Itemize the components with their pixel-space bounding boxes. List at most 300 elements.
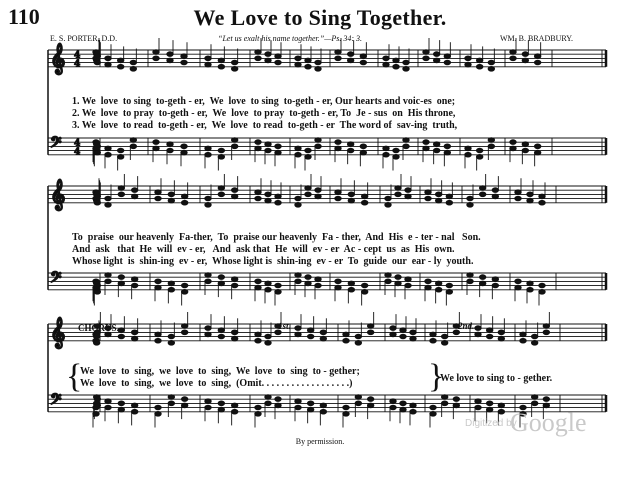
note-head bbox=[168, 281, 174, 286]
note-head bbox=[205, 56, 211, 61]
note-head bbox=[105, 146, 111, 151]
note-head bbox=[453, 403, 459, 408]
time-signature-top: 4 bbox=[74, 139, 81, 149]
note-head bbox=[255, 140, 261, 145]
note-head bbox=[403, 144, 409, 149]
note-head bbox=[105, 273, 111, 278]
note-head bbox=[410, 330, 416, 335]
note-head bbox=[118, 407, 124, 412]
note-head bbox=[168, 401, 174, 406]
note-head bbox=[305, 186, 311, 191]
scripture-reference: “Let us exalt his name together.”—Ps. 34: 3. bbox=[218, 34, 362, 43]
note-head bbox=[515, 196, 521, 201]
note-head bbox=[383, 152, 389, 157]
note-head bbox=[155, 405, 161, 410]
note-head bbox=[218, 148, 224, 153]
note-head bbox=[231, 194, 237, 199]
note-head bbox=[446, 283, 452, 288]
note-head bbox=[467, 196, 473, 201]
note-head bbox=[539, 200, 545, 205]
note-head bbox=[348, 281, 354, 286]
note-head bbox=[305, 58, 311, 63]
note-head bbox=[93, 341, 99, 346]
note-head bbox=[476, 148, 482, 153]
note-head bbox=[520, 332, 526, 337]
note-head bbox=[361, 194, 367, 199]
note-head bbox=[265, 395, 271, 400]
note-head bbox=[117, 155, 123, 160]
note-head bbox=[405, 277, 411, 282]
note-head bbox=[181, 403, 187, 408]
note-head bbox=[383, 62, 389, 67]
note-head bbox=[315, 194, 321, 199]
note-head bbox=[305, 64, 311, 69]
note-head bbox=[498, 409, 504, 414]
note-head bbox=[255, 56, 261, 61]
note-head bbox=[444, 150, 450, 155]
note-head bbox=[465, 62, 471, 67]
note-head bbox=[475, 399, 481, 404]
note-head bbox=[479, 186, 485, 191]
note-head bbox=[295, 62, 301, 67]
note-head bbox=[155, 196, 161, 201]
note-head bbox=[425, 279, 431, 284]
note-head bbox=[476, 155, 482, 160]
note-head bbox=[390, 326, 396, 331]
note-head bbox=[347, 52, 353, 57]
note-head bbox=[295, 146, 301, 151]
note-head bbox=[543, 403, 549, 408]
note-head bbox=[527, 192, 533, 197]
note-head bbox=[543, 397, 549, 402]
note-head bbox=[94, 150, 100, 155]
note-head bbox=[265, 148, 271, 153]
note-head bbox=[118, 281, 124, 286]
note-head bbox=[218, 275, 224, 280]
chorus-lyric-line-1: We love to sing, we love to sing, We love to sing to - gether; bbox=[80, 366, 360, 377]
note-head bbox=[534, 60, 540, 65]
note-head bbox=[465, 152, 471, 157]
note-head bbox=[335, 279, 341, 284]
note-head bbox=[205, 326, 211, 331]
note-head bbox=[486, 334, 492, 339]
note-head bbox=[433, 58, 439, 63]
note-head bbox=[181, 324, 187, 329]
note-head bbox=[367, 397, 373, 402]
note-head bbox=[131, 194, 137, 199]
note-head bbox=[295, 332, 301, 337]
note-head bbox=[425, 196, 431, 201]
note-head bbox=[430, 338, 436, 343]
note-head bbox=[539, 290, 545, 295]
note-head bbox=[510, 50, 516, 55]
chorus-label: CHORUS. bbox=[78, 323, 119, 333]
chorus-brace-left: { bbox=[66, 358, 83, 395]
note-head bbox=[205, 279, 211, 284]
note-head bbox=[94, 403, 100, 408]
note-head bbox=[205, 152, 211, 157]
note-head bbox=[105, 196, 111, 201]
note-head bbox=[522, 148, 528, 153]
note-head bbox=[275, 290, 281, 295]
note-head bbox=[522, 58, 528, 63]
note-head bbox=[390, 405, 396, 410]
note-head bbox=[105, 62, 111, 67]
note-head bbox=[383, 146, 389, 151]
note-head bbox=[395, 192, 401, 197]
note-head bbox=[347, 58, 353, 63]
note-head bbox=[476, 58, 482, 63]
note-head bbox=[117, 58, 123, 63]
note-head bbox=[295, 405, 301, 410]
note-head bbox=[255, 190, 261, 195]
note-head bbox=[405, 188, 411, 193]
note-head bbox=[94, 290, 100, 295]
note-head bbox=[441, 334, 447, 339]
note-head bbox=[520, 338, 526, 343]
note-head bbox=[255, 405, 261, 410]
note-head bbox=[265, 341, 271, 346]
note-head bbox=[205, 203, 211, 208]
note-head bbox=[218, 192, 224, 197]
note-head bbox=[307, 334, 313, 339]
note-head bbox=[425, 285, 431, 290]
note-head bbox=[486, 401, 492, 406]
note-head bbox=[400, 334, 406, 339]
note-head bbox=[131, 188, 137, 193]
note-head bbox=[265, 401, 271, 406]
note-head bbox=[335, 146, 341, 151]
note-head bbox=[492, 194, 498, 199]
note-head bbox=[360, 54, 366, 59]
note-head bbox=[441, 341, 447, 346]
note-head bbox=[218, 281, 224, 286]
note-head bbox=[367, 403, 373, 408]
author-credit: E. S. PORTER, D.D. bbox=[50, 34, 118, 43]
note-head bbox=[534, 144, 540, 149]
note-head bbox=[155, 338, 161, 343]
note-head bbox=[118, 192, 124, 197]
note-head bbox=[465, 56, 471, 61]
note-head bbox=[348, 192, 354, 197]
note-head bbox=[444, 54, 450, 59]
note-head bbox=[527, 198, 533, 203]
note-head bbox=[218, 401, 224, 406]
note-head bbox=[320, 409, 326, 414]
note-head bbox=[335, 56, 341, 61]
time-signature-bottom: 4 bbox=[74, 147, 81, 158]
note-head bbox=[305, 275, 311, 280]
note-head bbox=[315, 144, 321, 149]
note-head bbox=[395, 275, 401, 280]
note-head bbox=[534, 54, 540, 59]
note-head bbox=[305, 192, 311, 197]
note-head bbox=[265, 142, 271, 147]
note-head bbox=[295, 273, 301, 278]
note-head bbox=[515, 285, 521, 290]
note-head bbox=[467, 273, 473, 278]
note-head bbox=[465, 146, 471, 151]
note-head bbox=[543, 324, 549, 329]
note-head bbox=[155, 279, 161, 284]
note-head bbox=[255, 196, 261, 201]
note-head bbox=[515, 279, 521, 284]
note-head bbox=[94, 194, 100, 199]
note-head bbox=[315, 277, 321, 282]
time-signature-bottom: 4 bbox=[74, 59, 81, 70]
note-head bbox=[355, 341, 361, 346]
note-head bbox=[131, 409, 137, 414]
first-ending-label: 1st. bbox=[278, 321, 291, 331]
note-head bbox=[231, 60, 237, 65]
note-head bbox=[168, 341, 174, 346]
note-head bbox=[295, 196, 301, 201]
note-head bbox=[403, 60, 409, 65]
note-head bbox=[155, 332, 161, 337]
note-head bbox=[444, 60, 450, 65]
note-head bbox=[94, 54, 100, 59]
note-head bbox=[423, 50, 429, 55]
note-head bbox=[118, 186, 124, 191]
note-head bbox=[343, 405, 349, 410]
note-head bbox=[181, 290, 187, 295]
note-head bbox=[205, 196, 211, 201]
note-head bbox=[265, 281, 271, 286]
note-head bbox=[335, 50, 341, 55]
verse-3-line-1: 3. We love to read to-geth - er, We love to read to-geth - er The word of sav-ing truth, bbox=[72, 120, 458, 131]
bass-clef-icon: 𝄢 bbox=[50, 269, 62, 290]
note-head bbox=[255, 412, 261, 417]
note-head bbox=[167, 58, 173, 63]
note-head bbox=[153, 50, 159, 55]
note-head bbox=[315, 283, 321, 288]
note-head bbox=[403, 138, 409, 143]
note-head bbox=[231, 330, 237, 335]
note-head bbox=[275, 54, 281, 59]
note-head bbox=[492, 283, 498, 288]
note-head bbox=[492, 188, 498, 193]
note-head bbox=[275, 200, 281, 205]
note-head bbox=[475, 332, 481, 337]
note-head bbox=[543, 330, 549, 335]
note-head bbox=[315, 188, 321, 193]
note-head bbox=[105, 405, 111, 410]
note-head bbox=[117, 148, 123, 153]
note-head bbox=[205, 273, 211, 278]
note-head bbox=[405, 283, 411, 288]
note-head bbox=[130, 60, 136, 65]
note-head bbox=[295, 279, 301, 284]
note-head bbox=[400, 407, 406, 412]
note-head bbox=[168, 395, 174, 400]
note-head bbox=[153, 140, 159, 145]
note-head bbox=[305, 155, 311, 160]
note-head bbox=[400, 401, 406, 406]
verse-2-line-1: 2. We love to pray to-geth - er, We love to pray to-geth - er, To Je - sus on His throne, bbox=[72, 108, 456, 119]
note-head bbox=[295, 326, 301, 331]
note-head bbox=[479, 192, 485, 197]
note-head bbox=[218, 334, 224, 339]
note-head bbox=[361, 290, 367, 295]
permission-note: By permission. bbox=[295, 437, 345, 446]
note-head bbox=[446, 194, 452, 199]
note-head bbox=[105, 56, 111, 61]
note-head bbox=[498, 330, 504, 335]
note-head bbox=[476, 64, 482, 69]
note-head bbox=[275, 283, 281, 288]
note-head bbox=[348, 287, 354, 292]
note-head bbox=[168, 287, 174, 292]
page-number: 110 bbox=[8, 4, 40, 29]
note-head bbox=[510, 146, 516, 151]
note-head bbox=[522, 142, 528, 147]
note-head bbox=[315, 67, 321, 72]
note-head bbox=[435, 192, 441, 197]
note-head bbox=[231, 409, 237, 414]
note-head bbox=[361, 283, 367, 288]
note-head bbox=[94, 283, 100, 288]
note-head bbox=[395, 281, 401, 286]
note-head bbox=[307, 407, 313, 412]
note-head bbox=[255, 285, 261, 290]
note-head bbox=[320, 330, 326, 335]
note-head bbox=[498, 403, 504, 408]
note-head bbox=[444, 144, 450, 149]
note-head bbox=[118, 275, 124, 280]
note-head bbox=[433, 148, 439, 153]
note-head bbox=[425, 190, 431, 195]
note-head bbox=[265, 52, 271, 57]
note-head bbox=[423, 140, 429, 145]
note-head bbox=[355, 401, 361, 406]
treble-clef-icon: 𝄞 bbox=[50, 180, 66, 210]
note-head bbox=[475, 326, 481, 331]
note-head bbox=[393, 64, 399, 69]
note-head bbox=[295, 399, 301, 404]
note-head bbox=[446, 290, 452, 295]
note-head bbox=[167, 52, 173, 57]
note-head bbox=[118, 334, 124, 339]
note-head bbox=[488, 144, 494, 149]
note-head bbox=[435, 287, 441, 292]
note-head bbox=[130, 67, 136, 72]
note-head bbox=[155, 412, 161, 417]
note-head bbox=[94, 144, 100, 149]
note-head bbox=[385, 279, 391, 284]
note-head bbox=[343, 338, 349, 343]
note-head bbox=[168, 334, 174, 339]
note-head bbox=[360, 144, 366, 149]
note-head bbox=[410, 336, 416, 341]
bass-clef-icon: 𝄢 bbox=[50, 134, 62, 155]
note-head bbox=[181, 397, 187, 402]
note-head bbox=[131, 330, 137, 335]
note-head bbox=[181, 330, 187, 335]
note-head bbox=[355, 395, 361, 400]
note-head bbox=[335, 190, 341, 195]
note-head bbox=[492, 277, 498, 282]
note-head bbox=[94, 60, 100, 65]
note-head bbox=[335, 285, 341, 290]
verse-2-line-2: And ask that He will ev - er, And ask that He will ev - er Ac - cept us as His own. bbox=[72, 244, 455, 255]
note-head bbox=[305, 281, 311, 286]
note-head bbox=[515, 190, 521, 195]
note-head bbox=[265, 192, 271, 197]
note-head bbox=[361, 200, 367, 205]
note-head bbox=[385, 196, 391, 201]
note-head bbox=[360, 60, 366, 65]
note-head bbox=[539, 283, 545, 288]
note-head bbox=[383, 56, 389, 61]
note-head bbox=[343, 412, 349, 417]
note-head bbox=[410, 409, 416, 414]
note-head bbox=[531, 401, 537, 406]
note-head bbox=[105, 399, 111, 404]
composer-credit: WM. B. BRADBURY. bbox=[500, 34, 573, 43]
note-head bbox=[307, 401, 313, 406]
note-head bbox=[255, 338, 261, 343]
note-head bbox=[486, 407, 492, 412]
note-head bbox=[405, 194, 411, 199]
note-head bbox=[295, 203, 301, 208]
note-head bbox=[527, 281, 533, 286]
note-head bbox=[435, 198, 441, 203]
note-head bbox=[320, 336, 326, 341]
note-head bbox=[410, 403, 416, 408]
note-head bbox=[320, 403, 326, 408]
note-head bbox=[105, 152, 111, 157]
note-head bbox=[275, 403, 281, 408]
note-head bbox=[231, 403, 237, 408]
note-head bbox=[255, 279, 261, 284]
note-head bbox=[94, 200, 100, 205]
note-head bbox=[360, 150, 366, 155]
note-head bbox=[167, 148, 173, 153]
note-head bbox=[181, 60, 187, 65]
note-head bbox=[335, 140, 341, 145]
note-head bbox=[131, 277, 137, 282]
note-head bbox=[275, 397, 281, 402]
note-head bbox=[479, 275, 485, 280]
note-head bbox=[488, 67, 494, 72]
note-head bbox=[467, 203, 473, 208]
note-head bbox=[181, 150, 187, 155]
note-head bbox=[385, 203, 391, 208]
note-head bbox=[403, 67, 409, 72]
note-head bbox=[423, 146, 429, 151]
note-head bbox=[118, 401, 124, 406]
note-head bbox=[205, 146, 211, 151]
note-head bbox=[307, 328, 313, 333]
note-head bbox=[181, 283, 187, 288]
note-head bbox=[531, 334, 537, 339]
note-head bbox=[265, 198, 271, 203]
note-head bbox=[510, 140, 516, 145]
note-head bbox=[315, 60, 321, 65]
note-head bbox=[393, 148, 399, 153]
note-head bbox=[488, 138, 494, 143]
note-head bbox=[131, 283, 137, 288]
note-head bbox=[118, 328, 124, 333]
note-head bbox=[295, 56, 301, 61]
digitized-watermark: Digitized by bbox=[465, 418, 517, 429]
treble-clef-icon: 𝄞 bbox=[50, 318, 66, 348]
note-head bbox=[367, 324, 373, 329]
note-head bbox=[355, 334, 361, 339]
note-head bbox=[475, 405, 481, 410]
note-head bbox=[275, 60, 281, 65]
note-head bbox=[231, 283, 237, 288]
